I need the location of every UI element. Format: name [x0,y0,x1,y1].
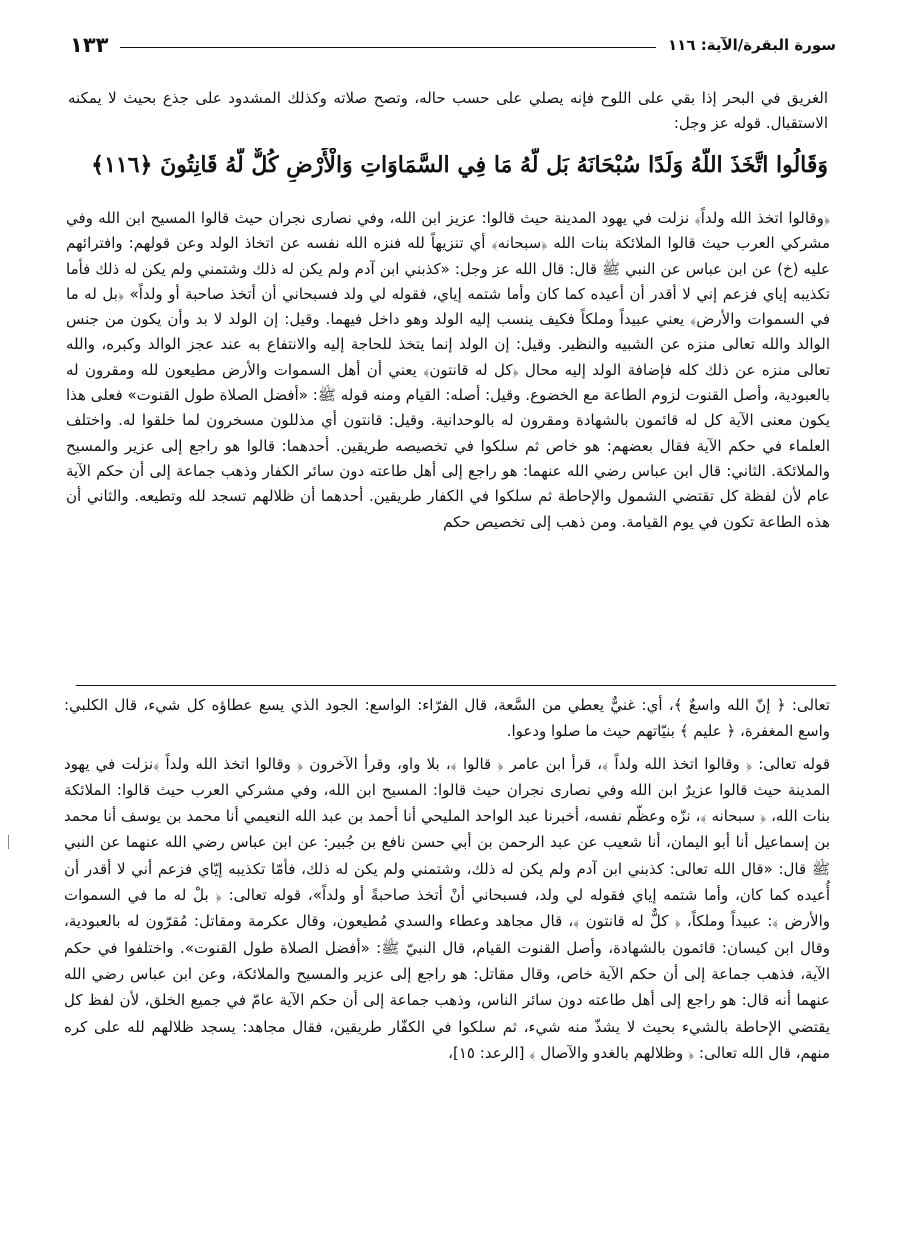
tafsir-footnote-text [64,692,830,1072]
margin-mark [8,835,9,849]
surah-reference: سورة البقرة/الآية: ١١٦ [668,36,836,54]
page-header [70,30,836,60]
footnote-paragraph-1: تعالى: ﴿ إنّ الله واسعٌ ﴾، أي: غنيٌّ يعطي من السَّعة، قال الفرّاء: الواسع: الجود الذي يسع عطاؤه كل شيء، قال الكلبي: واسع المغفرة، ﴿ عليم ﴾ بنيّاتهم حيث ما صلوا ودعوا. [64,696,830,741]
continued-paragraph: الغريق في البحر إذا بقي على اللوح فإنه يصلي على حسب حاله، وتصح صلاته وكذلك المشدود على جذع بحيث لا يمكنه الاستقبال. قوله عز وجل: [68,89,828,132]
section-divider [76,685,836,686]
quran-verse: وَقَالُوا اتَّخَذَ اللَّهُ وَلَدًا سُبْحَانَهُ بَل لَّهُ مَا فِي السَّمَاوَاتِ وَالْأَرْضِ كُلٌّ لَّهُ قَانِتُونَ ﴿١١٦﴾ [91,152,828,178]
tafsir-main-text [66,206,830,535]
page-number: ١٣٣ [70,33,109,57]
footnote-paragraph-2: قوله تعالى: ﴿ وقالوا اتخذ الله ولداً ﴾، قرأ ابن عامر ﴿ قالوا ﴾، بلا واو، وقرأ الآخرون ﴿ وقالوا اتخذ الله ولداً ﴾نزلت في يهود المدينة حيث قالوا عزيرٌ ابن الله وفي نصارى نجران حيث قالوا: المسيح ابن الله، وفي مشركي العرب حيث قالوا: الملائكة بنات الله، ﴿ سبحانه ﴾، نزّه وعظّم نفسه، أخبرنا عبد الواحد المليحي أنا أحمد بن عبد الله النعيمي أنا محمد بن يوسف أنا محمد بن إسماعيل أنا أبو اليمان، أنا شعيب عن عبد الرحمن بن أبي حسن نافع بن جُبير: عن ابن عباس رضي الله عنهما عن النبي ﷺ قال: «قال الله تعالى: كذبني ابن آدم ولم يكن له ذلك، وشتمني ولم يكن له ذلك، فأمّا تكذيبه إيّاي فزعم أني لا أقدر أن أُعيده كما كان، وأما شتمه إياي فقوله لي ولد، فسبحاني أنْ أتخذ صاحبةً أو ولداً»، قوله تعالى: ﴿ بلْ له ما في السموات والأرض ﴾: عبيداً وملكاً، ﴿ كلٌّ له قانتون ﴾، قال مجاهد وعطاء والسدي مُطيعون، وقال عكرمة ومقاتل: مُقرّون له بالعبودية، وقال ابن كيسان: قائمون بالشهادة، وأصل القنوت القيام، قال النبيّ ﷺ: «أفضل الصلاة طول القنوت». واختلفوا في حكم الآية، فذهب جماعة إلى أن حكم الآية خاص، وقال مقاتل: هو راجع إلى عزير والمسيح والملائكة، وعن ابن عباس رضي الله عنهما أنه قال: هو راجع إلى أهل طاعته دون سائر الناس، وذهب جماعة إلى أن حكم الآية عامّ في جميع الخلق، لأن لفظ كل يقتضي الإحاطة بالشيء بحيث لا يشذّ منه شيء، ثم سلكوا في الكفّار طريقين، فقال مجاهد: يسجد ظلالهم لله على كره منهم، قال الله تعالى: ﴿ وظلالهم بالغدو والآصال ﴾ [الرعد: ١٥]، [64,754,830,1062]
header-rule [120,47,656,48]
continued-text [68,86,828,136]
commentary-paragraph: ﴿وقالوا اتخذ الله ولداً﴾ نزلت في يهود المدينة حيث قالوا: عزيز ابن الله، وفي نصارى نجران حيث قالوا المسيح ابن الله وفي مشركي العرب حيث قالوا الملائكة بنات الله ﴿سبحانه﴾ أي تنزيهاً لله فنزه الله نفسه عن اتخاذ الولد وعن قولهم: وافترائهم عليه (خ) عن ابن عباس عن النبي ﷺ قال: قال الله عز وجل: «كذبني ابن آدم ولم يكن له ذلك وشتمني ولم يكن له ذلك فأما تكذيبه إياي فزعم إني لا أقدر أن أعيده كما كان وأما شتمه إياي، فقوله لي ولد فسبحاني أن أتخذ صاحبة أو ولداً» ﴿بل له ما في السموات والأرض﴾ يعني عبيداً وملكاً فكيف ينسب إليه الولد وهو داخل فيهما. وقيل: إن الولد لا بد وأن يكون من جنس الوالد والله تعالى منزه عن الشبيه والنظير. وقيل: إن الولد إنما يتخذ للحاجة إليه والانتفاع به عند عجز الوالد وكبره، والله تعالى منزه عن ذلك كله فإضافة الولد إليه محال ﴿كل له قانتون﴾ يعني أن أهل السموات والأرض مطيعون لله ومقرون له بالعبودية، وأصل القنوت لزوم الطاعة مع الخضوع. وقيل: أصله: القيام ومنه قوله ﷺ: «أفضل الصلاة طول القنوت» فعلى هذا يكون معنى الآية كل له قائمون بالشهادة ومقرون له بالوحدانية. وقيل: قانتون أي مذللون مسخرون لما خلقوا له. واختلف العلماء في حكم الآية فقال بعضهم: هو خاص ثم سلكوا في تخصيصه طريقين. أحدهما: قالوا هو راجع إلى عزير والمسيح والملائكة. الثاني: قال ابن عباس رضي الله عنهما: هو راجع إلى أهل طاعته دون سائر الكفار وذهب جماعة إلى أن حكم الآية عام لأن لفظة كل تقتضي الشمول والإحاطة ثم سلكوا في الكفار طريقين. أحدهما أن ظلالهم تسجد لله وتطيعه. والثاني أن هذه الطاعة تكون في يوم القيامة. ومن ذهب إلى تخصيص حكم [66,209,830,531]
